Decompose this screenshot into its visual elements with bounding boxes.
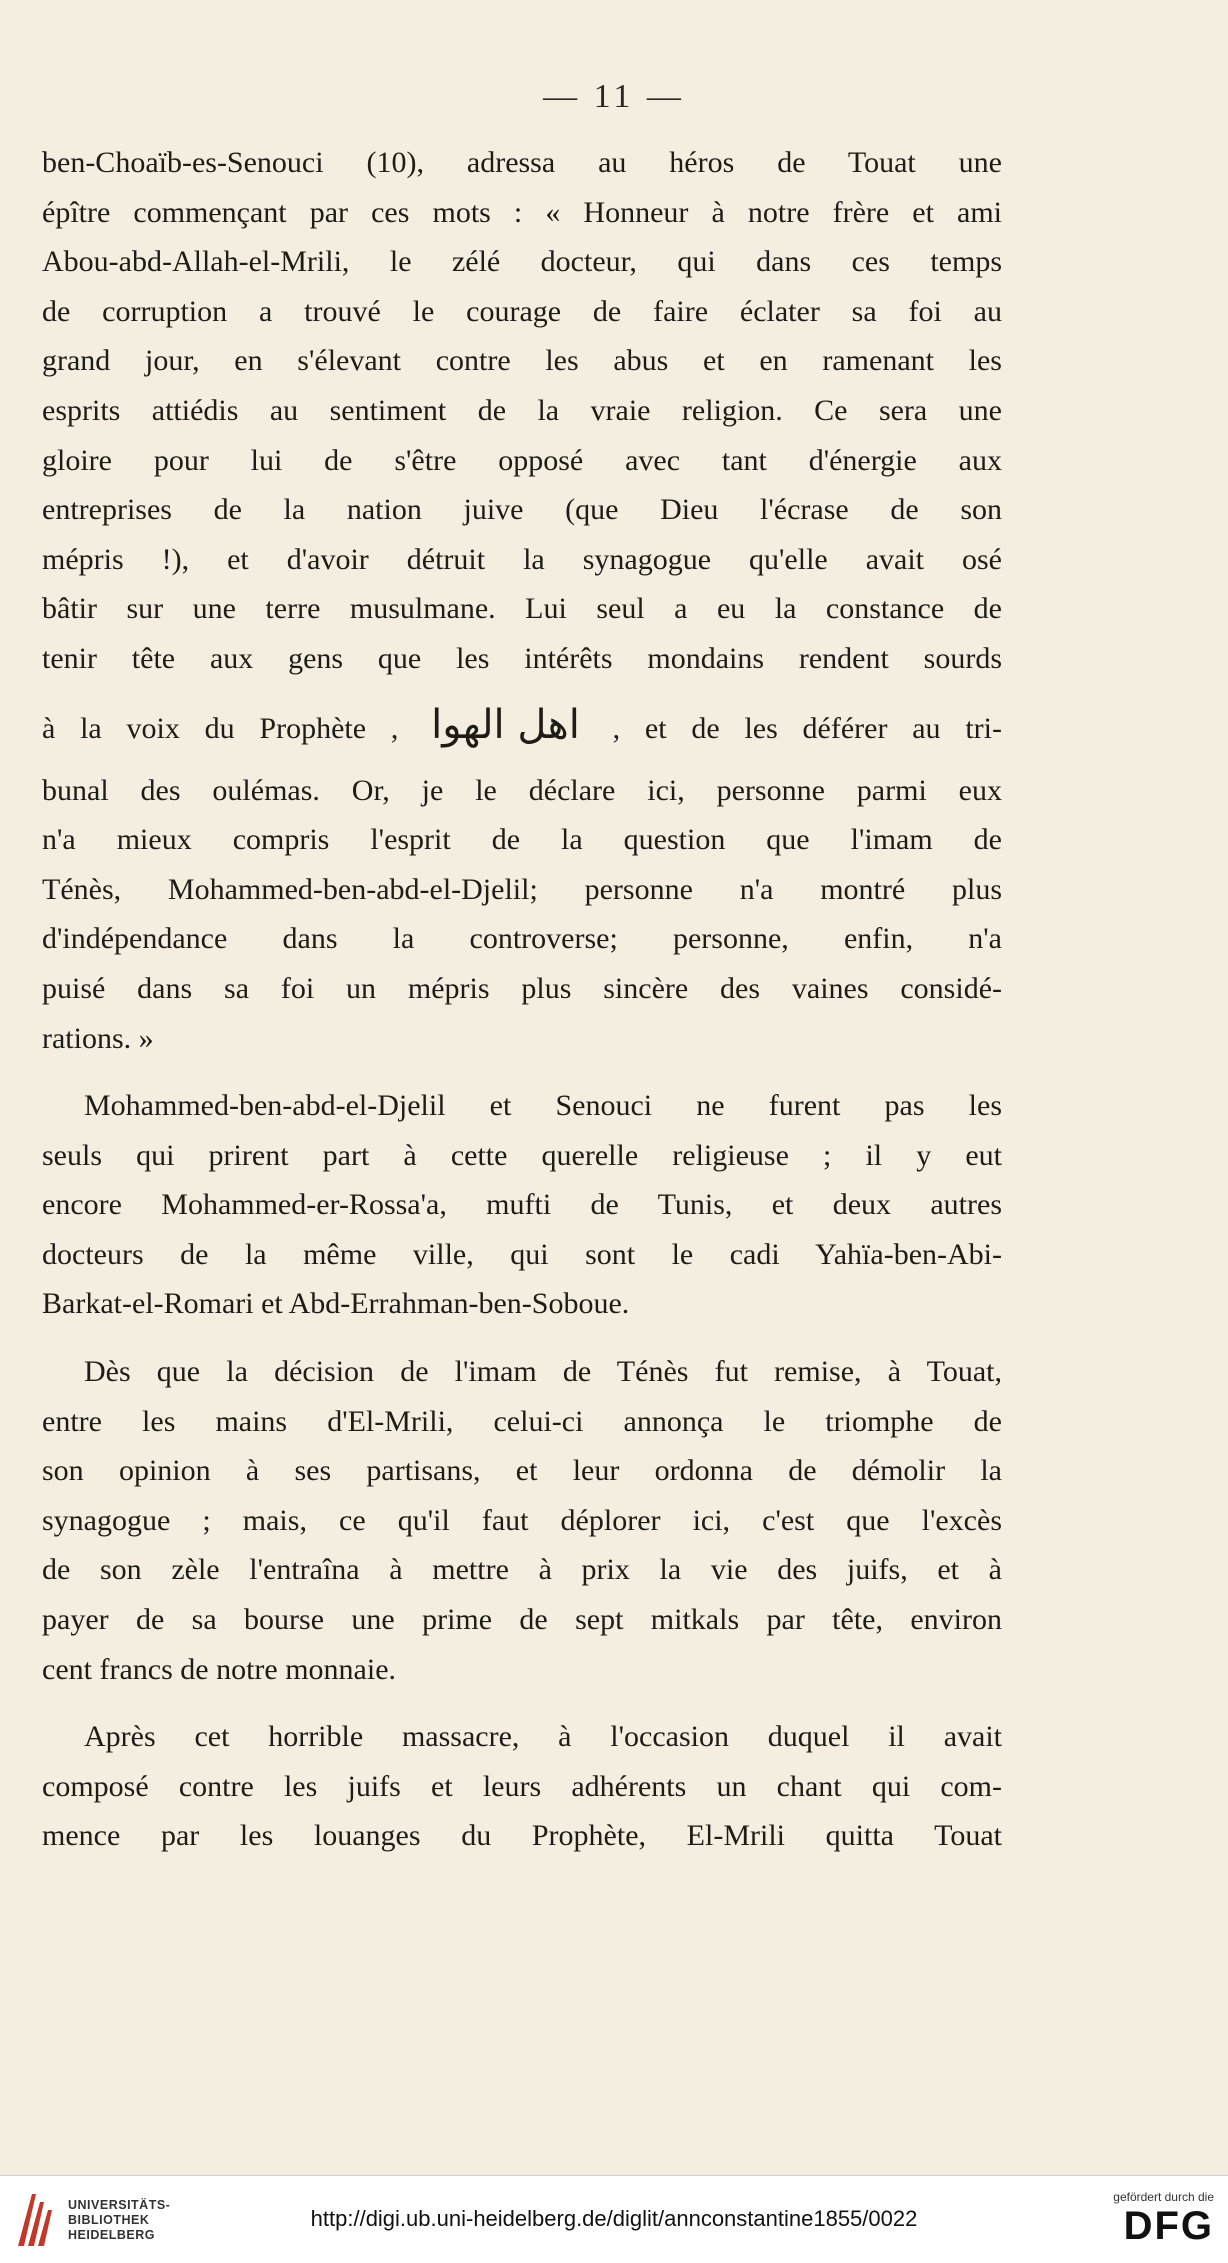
text-line: mépris !), et d'avoir détruit la synagogue qu'elle avait osé — [42, 542, 1002, 576]
text-line: seuls qui prirent part à cette querelle religieuse ; il y eut — [42, 1138, 1002, 1172]
paragraph-gap — [42, 1063, 1002, 1081]
text-line-with-arabic — [42, 684, 1002, 766]
text-line: Ténès, Mohammed-ben-abd-el-Djelil; personne n'a montré plus — [42, 872, 1002, 906]
text-fragment: à la voix du Prophète , — [42, 711, 399, 745]
text-line: mence par les louanges du Prophète, El-Mrili quitta Touat — [42, 1819, 1002, 1853]
text-line: esprits attiédis au sentiment de la vraie religion. Ce sera une — [42, 393, 1002, 427]
text-line: grand jour, en s'élevant contre les abus et en ramenant les — [42, 344, 1002, 378]
arabic-phrase: اهل الهوا — [431, 701, 580, 748]
text-line: cent francs de notre monnaie. — [42, 1652, 397, 1686]
text-line: n'a mieux compris l'esprit de la question que l'imam de — [42, 823, 1002, 857]
text-line: composé contre les juifs et leurs adhérents un chant qui com- — [42, 1769, 1002, 1803]
library-name-line: HEIDELBERG — [68, 2228, 155, 2242]
text-line: rations. » — [42, 1021, 154, 1055]
dfg-logo: DFG — [1123, 2204, 1214, 2248]
text-line: bunal des oulémas. Or, je le déclare ici, personne parmi eux — [42, 773, 1002, 807]
text-line: de corruption a trouvé le courage de faire éclater sa foi au — [42, 294, 1002, 328]
text-line: entreprises de la nation juive (que Dieu l'écrase de son — [42, 493, 1002, 527]
text-line: d'indépendance dans la controverse; personne, enfin, n'a — [42, 922, 1002, 956]
text-line: docteurs de la même ville, qui sont le cadi Yahïa-ben-Abi- — [42, 1237, 1002, 1271]
text-line: gloire pour lui de s'être opposé avec tant d'énergie aux — [42, 443, 1002, 477]
funding-credit — [1084, 2190, 1214, 2248]
text-line: tenir tête aux gens que les intérêts mondains rendent sourds — [42, 641, 1002, 675]
text-line: Dès que la décision de l'imam de Ténès fut remise, à Touat, — [84, 1355, 1002, 1389]
permalink-url[interactable]: http://digi.ub.uni-heidelberg.de/diglit/annconstantine1855/0022 — [310, 2206, 918, 2231]
text-line: entre les mains d'El-Mrili, celui-ci annonça le triomphe de — [42, 1404, 1002, 1438]
library-name-line: BIBLIOTHEK — [68, 2213, 150, 2227]
paragraph-gap — [42, 1694, 1002, 1712]
text-line: Abou-abd-Allah-el-Mrili, le zélé docteur, qui dans ces temps — [42, 245, 1002, 279]
text-line: puisé dans sa foi un mépris plus sincère des vaines considé- — [42, 971, 1002, 1005]
body-text — [42, 138, 1002, 1861]
digitization-footer — [0, 2175, 1228, 2263]
library-name-line: UNIVERSITÄTS- — [68, 2198, 171, 2212]
funded-by-label: gefördert durch die — [1113, 2190, 1214, 2204]
text-line: de son zèle l'entraîna à mettre à prix la vie des juifs, et à — [42, 1553, 1002, 1587]
text-line: son opinion à ses partisans, et leur ordonna de démolir la — [42, 1454, 1002, 1488]
page-number: — 11 — — [543, 78, 685, 115]
text-fragment: , et de les déférer au tri- — [612, 711, 1002, 745]
text-line: Après cet horrible massacre, à l'occasion duquel il avait — [84, 1720, 1002, 1754]
text-line: synagogue ; mais, ce qu'il faut déplorer ici, c'est que l'excès — [42, 1503, 1002, 1537]
text-line: payer de sa bourse une prime de sept mitkals par tête, environ — [42, 1603, 1002, 1637]
text-line: encore Mohammed-er-Rossa'a, mufti de Tunis, et deux autres — [42, 1188, 1002, 1222]
text-line: Barkat-el-Romari et Abd-Errahman-ben-Soboue. — [42, 1287, 630, 1321]
text-line: bâtir sur une terre musulmane. Lui seul a eu la constance de — [42, 592, 1002, 626]
text-line: ben-Choaïb-es-Senouci (10), adressa au héros de Touat une — [42, 146, 1002, 179]
text-line: épître commençant par ces mots : « Honneur à notre frère et ami — [42, 195, 1002, 229]
paragraph-gap — [42, 1329, 1002, 1347]
text-line: Mohammed-ben-abd-el-Djelil et Senouci ne furent pas les — [84, 1089, 1002, 1123]
